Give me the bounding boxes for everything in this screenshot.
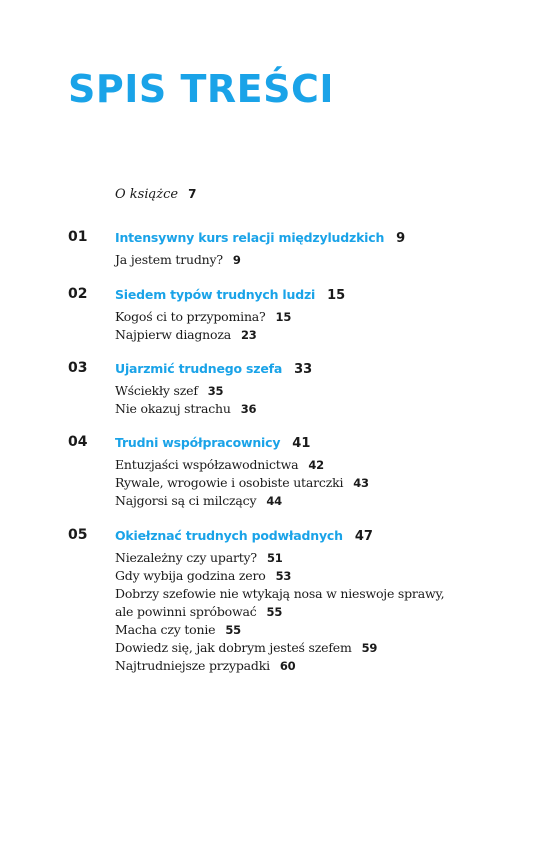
chapter-page-number: 9 [396,231,406,246]
section-entry[interactable] [115,585,488,621]
section-entry[interactable] [115,326,488,344]
chapter-page-number: 41 [292,436,311,451]
section-entry[interactable] [115,657,488,675]
section-title-line: Dobrzy szefowie nie wtykają nosa w nieswoje sprawy, [115,586,445,601]
section-title: Najtrudniejsze przypadki [115,658,270,673]
intro-title: O książce [115,187,179,202]
chapter-title: Trudni współpracownicy [115,435,281,450]
section-title: Niezależny czy uparty? [115,550,257,565]
section-title: Gdy wybija godzina zero [115,568,266,583]
section-title: Macha czy tonie [115,622,216,637]
section-title: Nie okazuj strachu [115,401,231,416]
section-title: Rywale, wrogowie i osobiste utarczki [115,475,344,490]
section-title: Dowiedz się, jak dobrym jesteś szefem [115,640,352,655]
chapter-heading[interactable] [68,358,488,378]
chapter-page-number: 33 [294,362,313,377]
chapter-number: 01 [68,229,88,245]
chapter-heading[interactable] [68,284,488,304]
chapter-heading[interactable] [68,227,488,247]
chapter-page-number: 47 [354,529,373,544]
section-title: Najgorsi są ci milczący [115,493,257,508]
section-title: Kogoś ci to przypomina? [115,309,266,324]
toc-intro-entry[interactable] [115,185,196,204]
section-entry[interactable] [115,567,488,585]
chapter-heading[interactable] [68,432,488,452]
chapter-title: Okiełznać trudnych podwładnych [115,528,343,543]
chapter-01 [68,227,488,269]
section-page-number: 53 [275,569,292,583]
section-entry[interactable] [115,492,488,510]
section-list [115,549,488,675]
section-entry[interactable] [115,639,488,657]
section-page-number: 36 [240,402,257,416]
section-page-number: 55 [266,605,283,619]
section-entry[interactable] [115,621,488,639]
section-entry[interactable] [115,251,488,269]
chapter-02 [68,284,488,344]
section-entry[interactable] [115,382,488,400]
section-entry[interactable] [115,456,488,474]
section-page-number: 23 [240,328,257,342]
chapter-number: 04 [68,434,88,450]
section-entry[interactable] [115,549,488,567]
section-title: Ja jestem trudny? [115,252,223,267]
section-title: Wściekły szef [115,383,198,398]
section-page-number: 55 [225,623,241,637]
chapter-number: 03 [68,360,88,376]
chapter-number: 05 [68,527,88,543]
chapter-03 [68,358,488,418]
section-title: Entuzjaści współzawodnictwa [115,457,299,472]
section-title: Najpierw diagnoza [115,327,231,342]
section-entry[interactable] [115,474,488,492]
section-page-number: 42 [308,458,324,472]
chapter-page-number: 15 [327,288,346,303]
section-list [115,456,488,510]
section-page-number: 15 [275,310,292,324]
chapter-title: Ujarzmić trudnego szefa [115,361,283,376]
section-page-number: 59 [361,641,378,655]
section-title-line: ale powinni spróbować [115,604,257,619]
section-entry[interactable] [115,308,488,326]
chapter-title: Siedem typów trudnych ludzi [115,287,316,302]
section-list [115,382,488,418]
chapter-heading[interactable] [68,525,488,545]
section-entry[interactable] [115,400,488,418]
section-page-number: 9 [232,253,241,267]
chapter-title: Intensywny kurs relacji międzyludzkich [115,230,385,245]
page-title: SPIS TREŚCI [68,67,334,111]
section-list [115,251,488,269]
section-page-number: 35 [207,384,224,398]
section-list [115,308,488,344]
intro-page-number: 7 [188,187,197,201]
section-page-number: 60 [279,659,296,673]
section-page-number: 51 [266,551,283,565]
chapter-04 [68,432,488,510]
chapter-number: 02 [68,286,88,302]
section-page-number: 43 [353,476,369,490]
chapter-05 [68,525,488,675]
section-page-number: 44 [266,494,282,508]
